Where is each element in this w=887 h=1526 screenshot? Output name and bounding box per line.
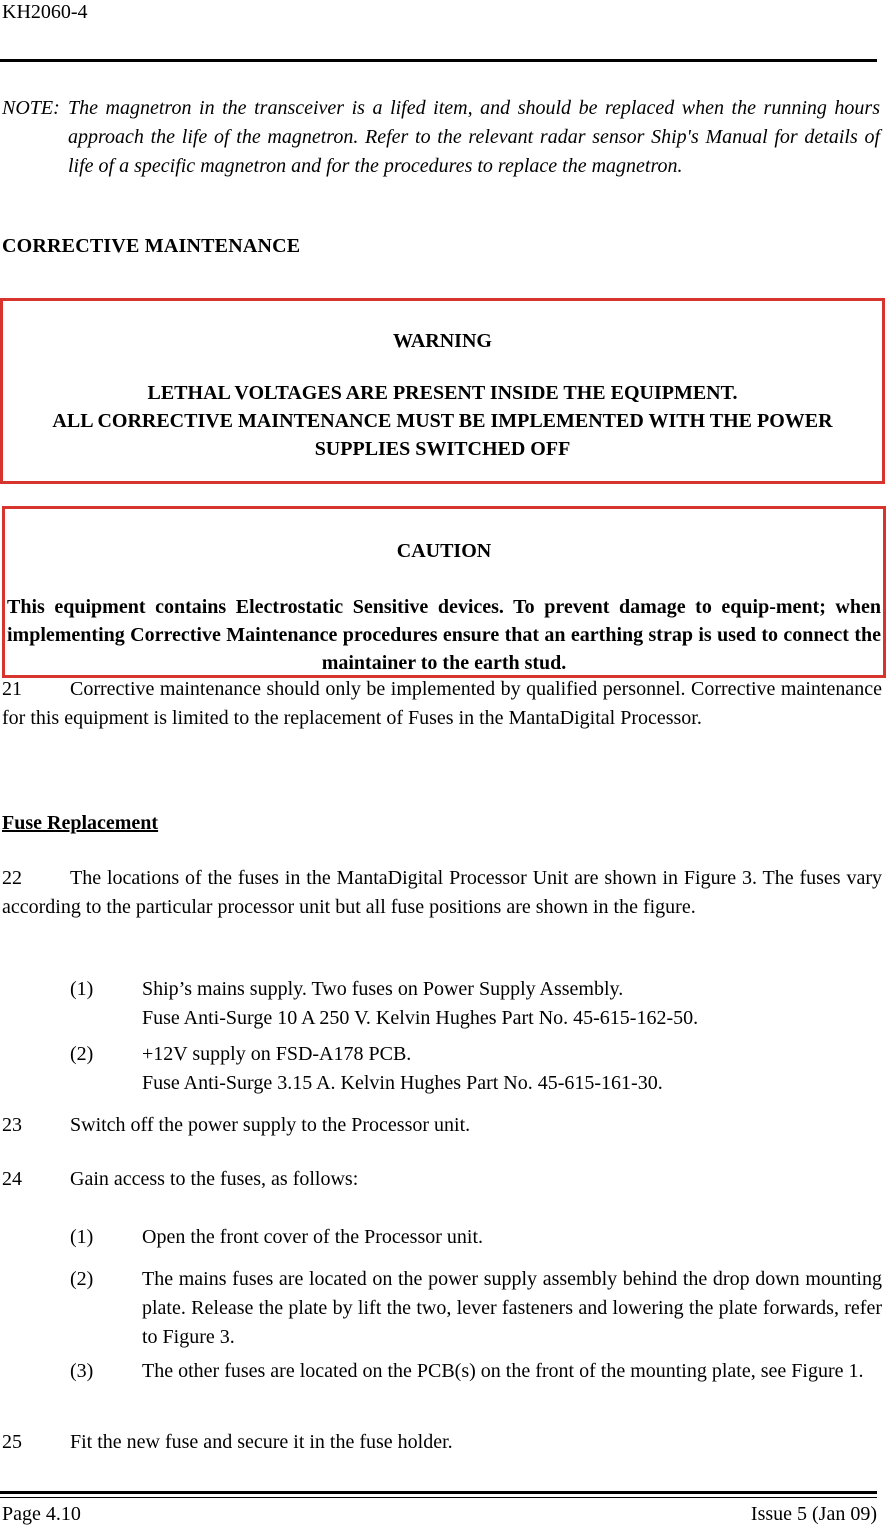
list-item-line: Fuse Anti-Surge 3.15 A. Kelvin Hughes Part No. 45-615-161-30. [142,1072,663,1094]
list-item-line: Ship’s mains supply. Two fuses on Power Supply Assembly. [142,978,624,1000]
section-title: CORRECTIVE MAINTENANCE [2,235,301,257]
paragraph-text: Switch off the power supply to the Processor unit. [70,1114,471,1136]
document-code: KH2060-4 [2,1,88,23]
caution-box [2,506,886,678]
paragraph-number: 22 [2,867,22,889]
paragraph-number: 24 [2,1168,22,1190]
list-item-line: Fuse Anti-Surge 10 A 250 V. Kelvin Hughes Part No. 45-615-162-50. [142,1007,699,1029]
paragraph-text: Fit the new fuse and secure it in the fuse holder. [70,1431,453,1453]
issue-label: Issue 5 (Jan 09) [750,1503,877,1525]
list-item [70,1357,882,1386]
paragraph-24 [2,1165,882,1194]
list-item-number: (1) [70,1226,94,1248]
list-item-number: (2) [70,1043,94,1065]
paragraph-text: Gain access to the fuses, as follows: [70,1168,359,1190]
list-item-text: Open the front cover of the Processor unit. [142,1226,484,1248]
header-rule [0,59,877,62]
warning-box [0,298,885,484]
paragraph-22 [2,864,882,922]
paragraph-number: 21 [2,678,22,700]
footer-rule-thick [0,1491,877,1494]
list-item-line: +12V supply on FSD-A178 PCB. [142,1043,412,1065]
list-item [70,1040,882,1098]
list-item-number: (3) [70,1360,94,1382]
footer-rule-thin [0,1497,877,1498]
paragraph-text: The locations of the fuses in the MantaDigital Processor Unit are shown in Figure 3. The fuses vary according to the particular processor unit but all fuse positions are shown in the figure. [2,867,882,918]
list-item [70,1265,882,1352]
caution-text: This equipment contains Electrostatic Sensitive devices. To prevent damage to equip-ment; when implementing Corrective Maintenance procedures ensure that an earthing strap is used to connect the maintainer to the earth stud. [7,596,881,674]
paragraph-number: 25 [2,1431,22,1453]
paragraph-21 [2,675,882,733]
list-item-text: The mains fuses are located on the power supply assembly behind the drop down mounting plate. Release the plate by lift the two, lever fasteners and lowering the plate forwards, refer to Figure 3. [142,1268,882,1348]
list-item [70,1223,882,1252]
list-item [70,975,882,1033]
warning-line-2: ALL CORRECTIVE MAINTENANCE MUST BE IMPLEMENTED WITH THE POWER SUPPLIES SWITCHED OFF [52,410,833,460]
paragraph-25 [2,1428,882,1457]
caution-heading: CAUTION [396,540,492,562]
subheading-fuse-replacement: Fuse Replacement [2,812,159,834]
paragraph-number: 23 [2,1114,22,1136]
paragraph-23 [2,1111,882,1140]
warning-line-1: LETHAL VOLTAGES ARE PRESENT INSIDE THE EQUIPMENT. [147,382,738,404]
note-label: NOTE: [2,97,60,119]
note-text: The magnetron in the transceiver is a lifed item, and should be replaced when the running hours approach the life of the magnetron. Refer to the relevant radar sensor Ship's Manual for details of life of a specific magnetron and for the procedures to replace the magnetron. [68,97,880,177]
note-block [2,94,880,181]
list-item-number: (2) [70,1268,94,1290]
list-item-number: (1) [70,978,94,1000]
list-item-text: The other fuses are located on the PCB(s) on the front of the mounting plate, see Figure 1. [142,1360,864,1382]
page-number: Page 4.10 [2,1503,81,1525]
warning-heading: WARNING [393,330,492,352]
paragraph-text: Corrective maintenance should only be implemented by qualified personnel. Corrective maintenance for this equipment is limited to the replacement of Fuses in the MantaDigital Processor. [2,678,882,729]
